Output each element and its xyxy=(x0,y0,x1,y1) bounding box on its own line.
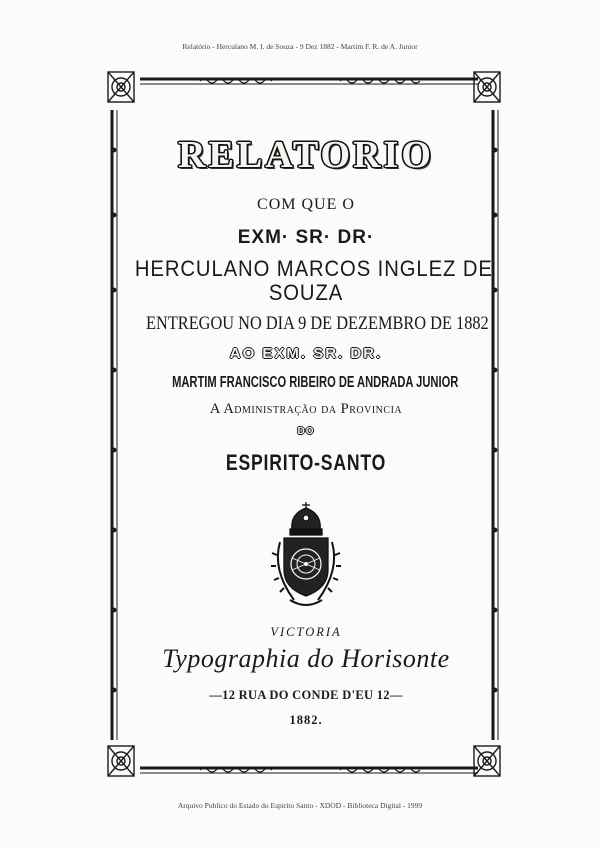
city-line: VICTORIA xyxy=(270,625,342,639)
document-title: RELATORIO xyxy=(178,134,434,176)
administration-line: A Administração da Provincia xyxy=(209,401,403,417)
of-line: DO xyxy=(297,426,315,437)
with-which-line: COM QUE O xyxy=(257,196,355,213)
printer-address: —12 RUA DO CONDE D'EU 12— xyxy=(209,688,403,702)
honorific-line: EXM· SR· DR· xyxy=(237,227,375,248)
author-name-line-1: HERCULANO MARCOS INGLEZ DE xyxy=(134,256,493,281)
recipient-honorific: AO EXM. SR. DR. xyxy=(229,345,383,362)
printer-name: Typographia do Horisonte xyxy=(162,644,450,673)
publication-year: 1882. xyxy=(289,713,323,727)
author-name-line-2: SOUZA xyxy=(268,280,344,305)
header-caption: Relatório - Herculano M. I. de Souza - 9 Dez 1882 - Martim F. R. de A. Junior xyxy=(182,42,418,51)
imperial-coat-of-arms-icon xyxy=(270,500,342,612)
footer-caption: Arquivo Publico do Estado do Espirito Santo - XDOD - Biblioteca Digital - 1999 xyxy=(177,801,423,810)
delivery-date-line: ENTREGOU NO DIA 9 DE DEZEMBRO DE 1882 xyxy=(146,313,489,334)
province-name: ESPIRITO-SANTO xyxy=(225,450,387,475)
recipient-name: MARTIM FRANCISCO RIBEIRO DE ANDRADA JUNIOR xyxy=(172,374,459,391)
